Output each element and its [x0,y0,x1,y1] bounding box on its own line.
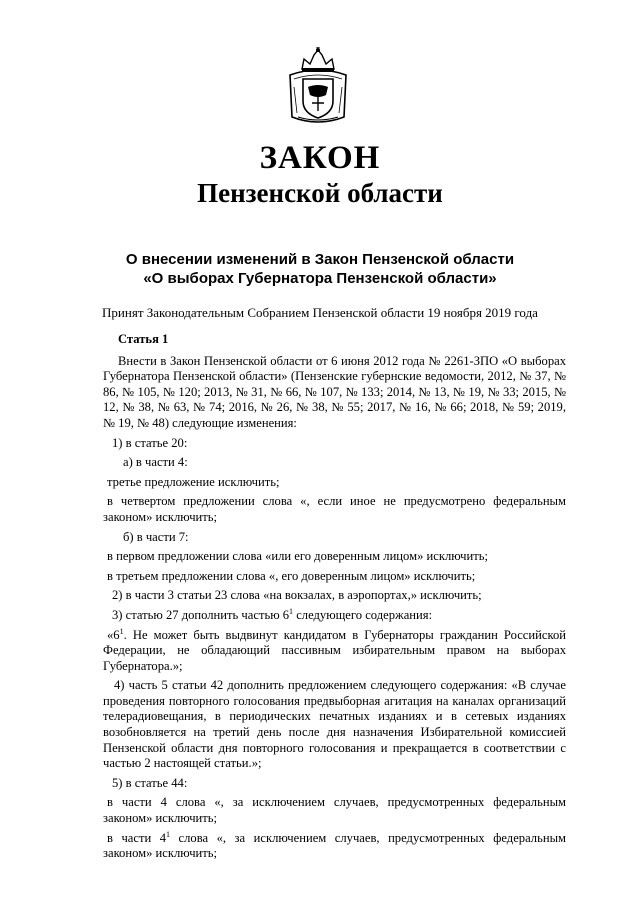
item-5: 5) в статье 44: [112,775,188,790]
law-subject-line2: «О выборах Губернатора Пензенской области» [143,270,497,287]
law-title: ЗАКОН [259,140,381,176]
item-5-point-1: в части 4 слова «, за исключением случаев, предусмотренных федеральным законом» исключить; [103,795,566,826]
item-5-point-2 [103,831,566,862]
law-region: Пензенской области [197,178,443,208]
item-3-pre: 3) статью 27 дополнить частью 6 [112,607,290,622]
item-1b: б) в части 7: [123,529,189,544]
item-1a: а) в части 4: [123,455,188,470]
item-3-text [103,628,566,675]
item-3 [103,608,566,624]
law-subject [0,250,640,288]
law-subject-line1: О внесении изменений в Закон Пензенской области [125,251,515,268]
item-1b-point-1: в первом предложении слова «или его доверенным лицом» исключить; [107,549,488,564]
item-1a-point-2: в четвертом предложении слова «, если иное не предусмотрено федеральным законом» исключить; [103,494,566,524]
article-heading: Статья 1 [118,332,169,346]
item-3-text-pre: «6 [107,627,120,642]
adoption-note: Принят Законодательным Собранием Пензенской области 19 ноября 2019 года [102,305,538,320]
coat-of-arms-emblem [286,47,350,125]
item-1: 1) в статье 20: [112,435,188,450]
item-1b-point-2: в третьем предложении слова «, его доверенным лицом» исключить; [107,568,476,583]
item-2: 2) в части 3 статьи 23 слова «на вокзалах, в аэропортах,» исключить; [112,588,482,603]
article-intro: Внести в Закон Пензенской области от 6 июня 2012 года № 2261-ЗПО «О выборах Губернатора Пензенской области» (Пензенские губернские ведомости, 2012, № 37, № 86, № 105, № 120; 2013, № 31, № 66, № 107, № 133; 2014, № 13, № 19, № 33; 2015, № 12, № 38, № 63, № 74; 2016, № 26, № 38, № 55; 2017, № 16, № 66; 2018, № 59; 2019, № 19, № 48) следующие изменения: [103,353,566,430]
item-5-point-2-post: слова «, за исключением случаев, предусмотренных федеральным законом» исключить; [103,830,567,861]
item-4: 4) часть 5 статьи 42 дополнить предложением следующего содержания: «В случае проведения повторного голосования предвыборная агитация на каналах организаций телерадиовещания, в периодических печатных изданиях и в сетевых изданиях возобновляется на третий день после дня назначения Избирательной комиссией Пензенской области дня повторного голосования и прекращается в соответствии с частью 2 настоящей статьи.»; [103,678,566,771]
item-3-post: следующего содержания: [293,607,433,622]
item-3-text-sup: 1 [119,626,124,636]
item-1a-point-1: третье предложение исключить; [107,474,280,489]
law-body [103,332,566,866]
item-5-point-2-pre: в части 4 [107,830,167,845]
item-5-point-2-sup: 1 [166,829,171,839]
item-3-sup: 1 [289,606,294,616]
item-3-text-post: . Не может быть выдвинут кандидатом в Губернаторы гражданин Российской Федерации, не обладающий пассивным избирательным правом на выборах Губернатора.»; [103,627,566,673]
